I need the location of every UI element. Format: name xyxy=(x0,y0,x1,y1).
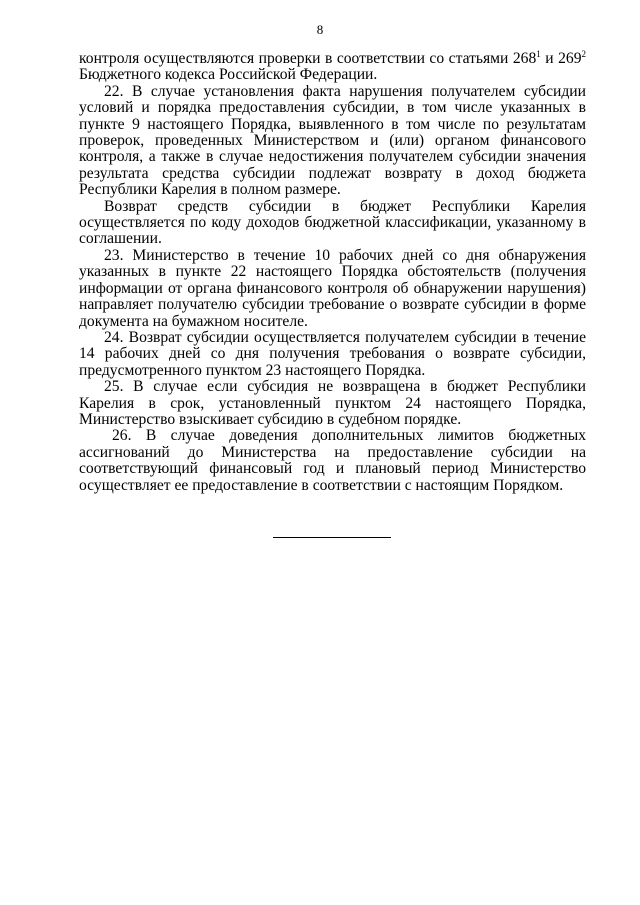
paragraph-22-refund: Возврат средств субсидии в бюджет Республики Карелия осуществляется по коду доходов бюджетной классификации, указанному в соглашении. xyxy=(79,197,586,248)
paragraph-24: 24. Возврат субсидии осуществляется получателем субсидии в течение 14 рабочих дней со дня получения требования о возврате субсидии, предусмотренного пунктом 23 настоящего Порядка. xyxy=(79,328,586,379)
paragraph-26: 26. В случае доведения дополнительных лимитов бюджетных ассигнований до Министерства на предоставление субсидии на соответствующий финансовый год и плановый период Министерство осуществляет ее предоставление в соответствии с настоящим Порядком. xyxy=(79,427,586,494)
superscript: 1 xyxy=(536,49,541,59)
paragraph-23: 23. Министерство в течение 10 рабочих дней со дня обнаружения указанных в пункте 22 настоящего Порядка обстоятельств (получения информации от органа финансового контроля об обнаружении нарушения) направляет получателю субсидии требование о возврате субсидии в форме документа на бумажном носителе. xyxy=(79,246,586,330)
document-body xyxy=(79,51,586,494)
paragraph-continuation xyxy=(79,51,586,84)
paragraph-text: контроля осуществляются проверки в соответствии со статьями 268 xyxy=(79,50,537,67)
paragraph-22: 22. В случае установления факта нарушения получателем субсидии условий и порядка предоставления субсидии, в том числе указанных в пункте 9 настоящего Порядка, выявленного в том числе по результатам проверок, проведенных Министерством и (или) органом финансового контроля, а также в случае недостижения получателем субсидии значения результата средства субсидии подлежат возврату в доход бюджета Республики Карелия в полном размере. xyxy=(79,82,586,199)
end-separator-line xyxy=(273,537,391,538)
paragraph-text: Бюджетного кодекса Российской Федерации. xyxy=(79,66,378,84)
paragraph-25: 25. В случае если субсидия не возвращена в бюджет Республики Карелия в срок, установленный пунктом 24 настоящего Порядка, Министерство взыскивает субсидию в судебном порядке. xyxy=(79,378,586,428)
paragraph-text: и 269 xyxy=(540,50,582,67)
page-number: 8 xyxy=(316,22,324,37)
superscript: 2 xyxy=(581,49,586,59)
